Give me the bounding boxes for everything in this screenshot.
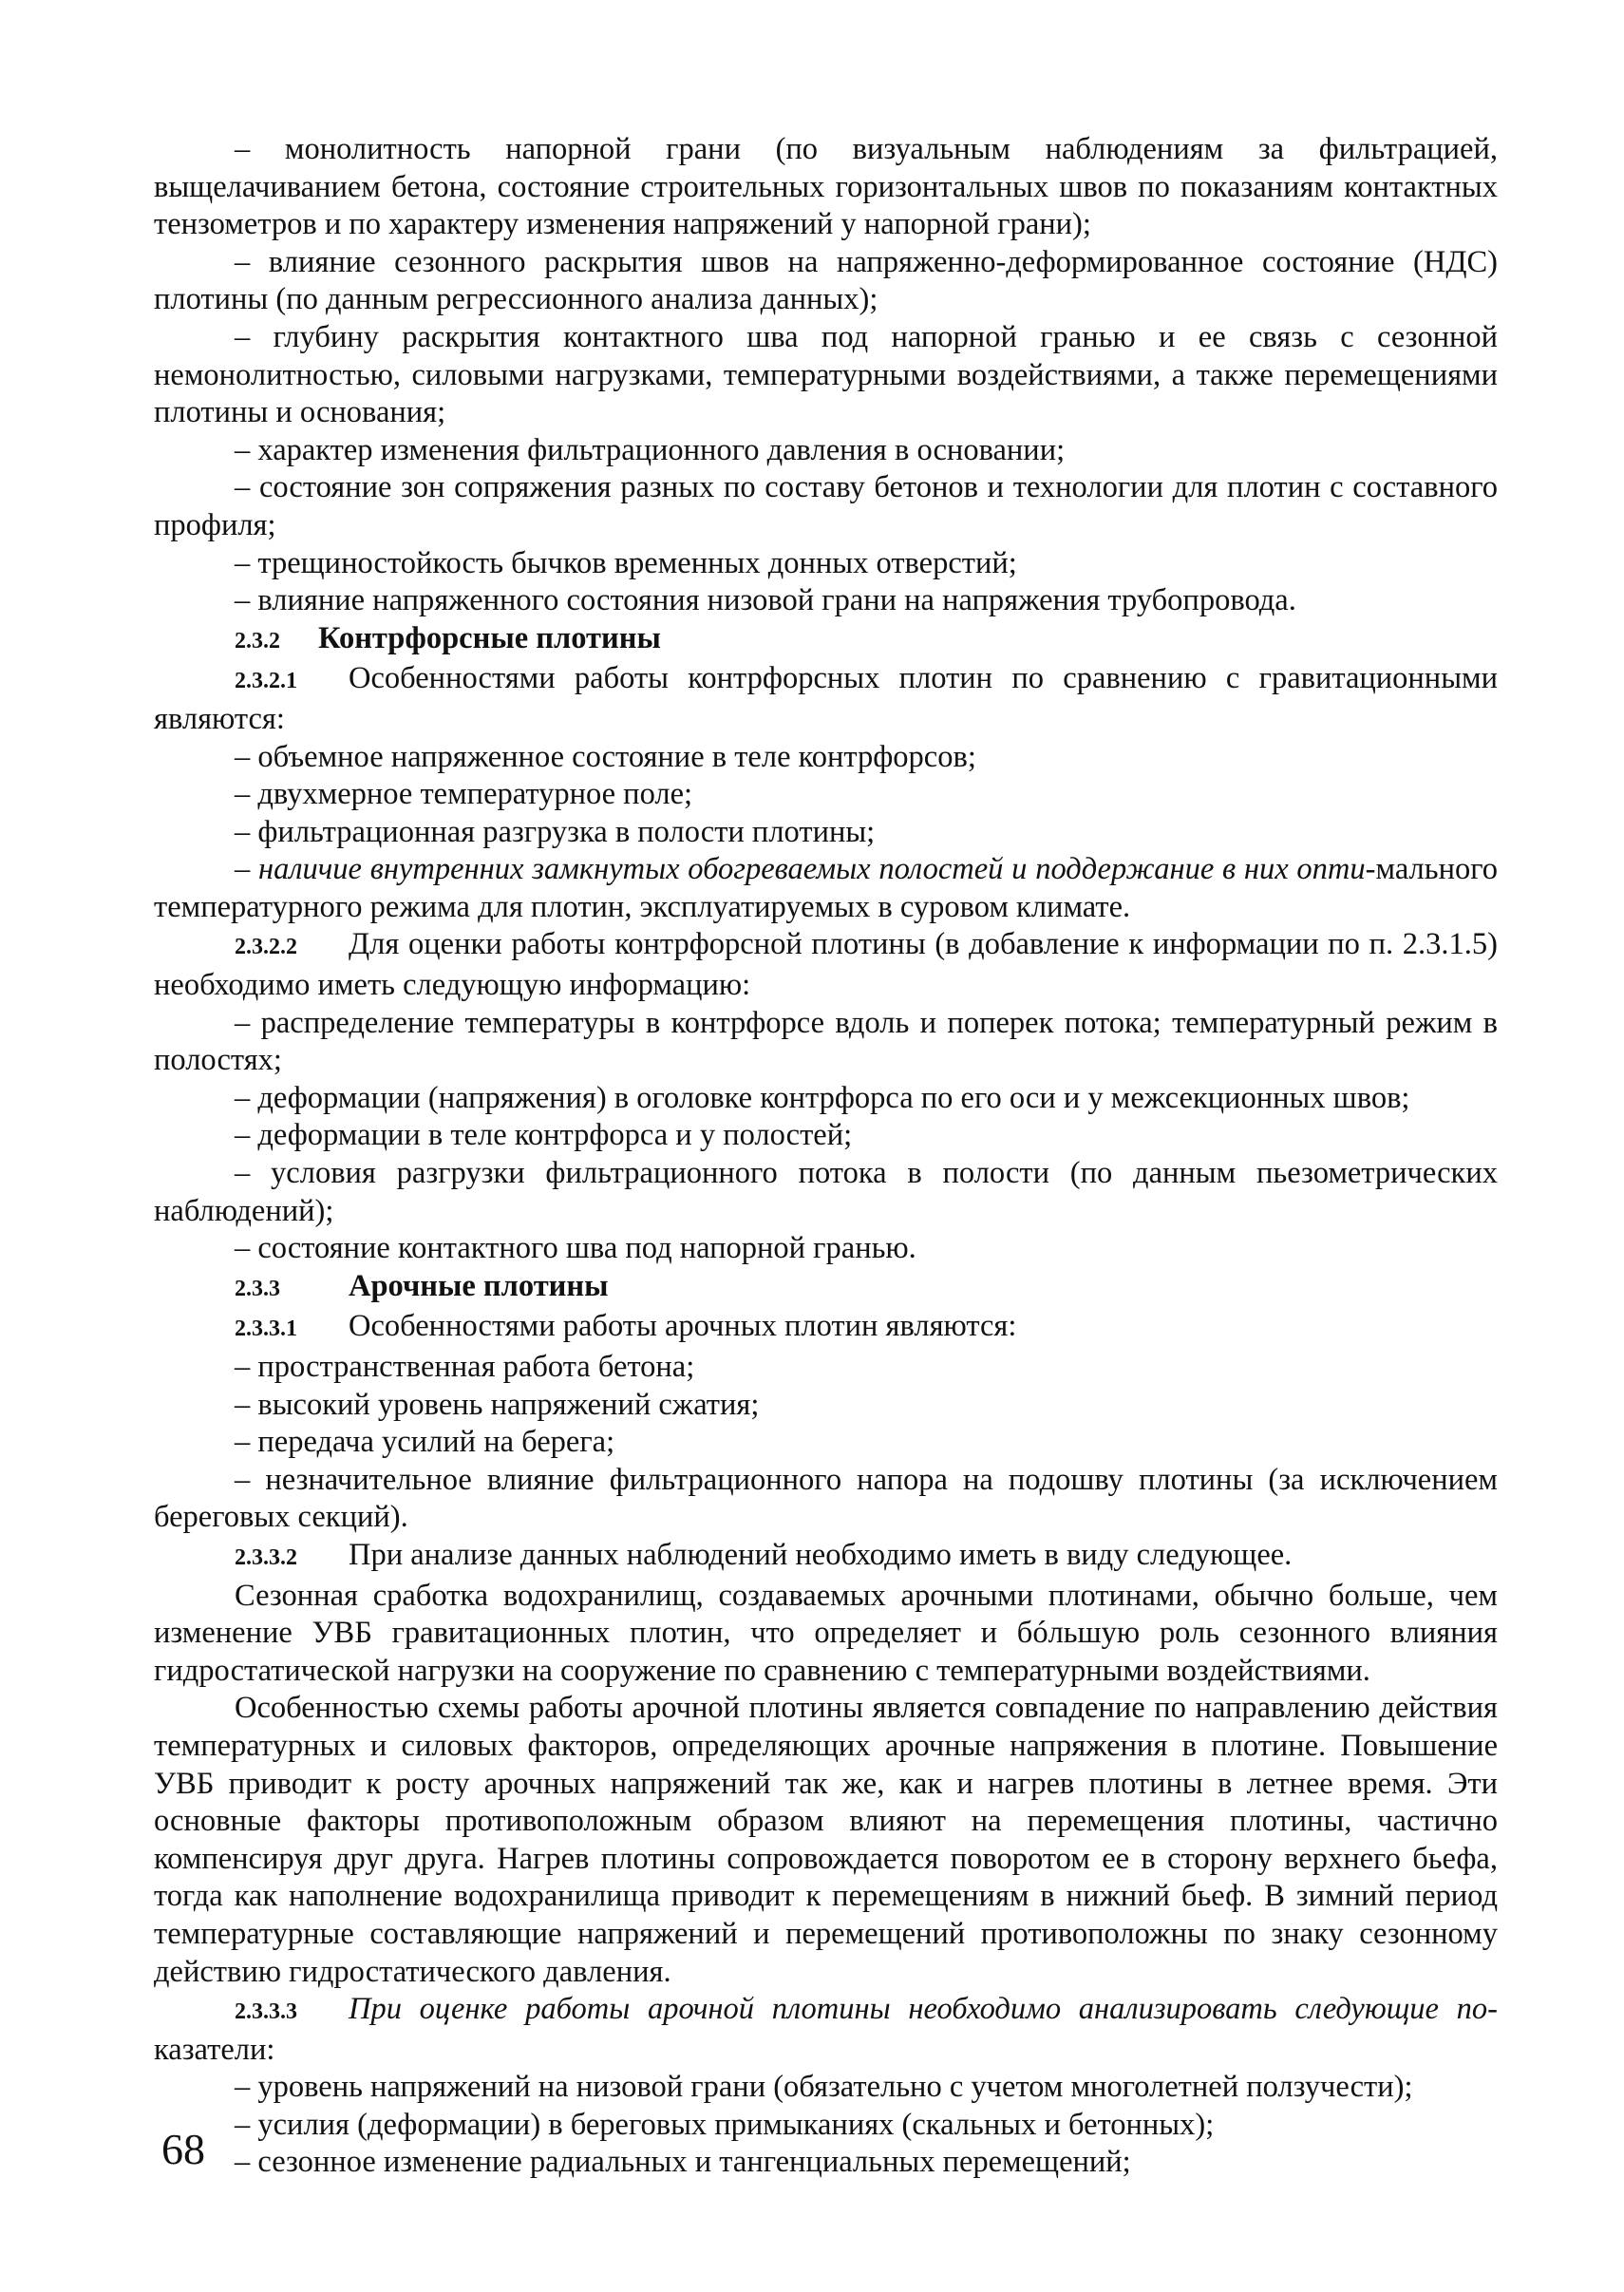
italic-text: При оценке работы арочной плотины необходимо анализировать следующие по- [349, 1992, 1498, 2027]
list-item: – состояние зон сопряжения разных по составу бетонов и технологии для плотин с составного профиля; [154, 470, 1498, 542]
paragraph-text: При анализе данных наблюдений необходимо иметь в виду следующее. [349, 1537, 1293, 1572]
paragraph-number: 2.3.3.2 [235, 1544, 297, 1570]
list-item: – незначительное влияние фильтрационного напора на подошву плотины (за исключением береговых секций). [154, 1462, 1498, 1535]
list-item: – распределение температуры в контрфорсе вдоль и поперек потока; температурный режим в полостях; [154, 1005, 1498, 1078]
italic-text: – наличие внутренних замкнутых обогреваемых полостей и поддержание в них опти- [235, 852, 1376, 887]
paragraph: Особенностью схемы работы арочной плотины является совпадение по направлению действия температурных и силовых факторов, определяющих арочные напряжения в плотине. Повышение УВБ приводит к росту арочных напряжений так же, как и нагрев плотины в летнее время. Эти основные факторы противоположным образом влияют на перемещения плотины, частично компенсируя друг друга. Нагрев плотины сопровождается поворотом ее в сторону верхнего бьефа, тогда как наполнение водохранилища приводит к перемещениям в нижний бьеф. В зимний период температурные составляющие напряжений и перемещений противоположны по знаку сезонному действию гидростатического давления. [154, 1691, 1498, 1989]
list-item: – уровень напряжений на низовой грани (обязательно с учетом многолетней ползучести); [235, 2070, 1413, 2105]
list-item: – двухмерное температурное поле; [235, 777, 693, 812]
page-number: 68 [161, 2125, 205, 2173]
list-item: – пространственная работа бетона; [235, 1350, 695, 1384]
paragraph-2-3-3-3 [154, 1991, 1498, 2069]
list-item: – монолитность напорной грани (по визуальным наблюдениям за фильтрацией, выщелачиванием бетона, состояние строительных горизонтальных швов по показаниям контактных тензометров и по характеру изменения напряжений у напорной грани); [154, 132, 1498, 242]
list-item: – трещиностойкость бычков временных донных отверстий; [235, 545, 1017, 580]
list-item: – условия разгрузки фильтрационного потока в полости (по данным пьезометрических наблюдений); [154, 1156, 1498, 1228]
section-title: Контрфорсные плотины [318, 620, 661, 655]
section-heading-2-3-3 [154, 1268, 1498, 1309]
paragraph-2-3-3-2 [154, 1537, 1498, 1578]
list-item: – высокий уровень напряжений сжатия; [235, 1387, 760, 1422]
list-item: – передача усилий на берега; [235, 1425, 615, 1460]
paragraph-2-3-2-1 [154, 660, 1498, 738]
list-item: – влияние напряженного состояния низовой грани на напряжения трубопровода. [235, 583, 1296, 618]
list-item: – деформации в теле контрфорса и у полостей; [235, 1118, 853, 1153]
paragraph-number: 2.3.2.1 [235, 669, 297, 694]
section-title: Арочные плотины [349, 1268, 609, 1303]
list-item-rest: мального температурного режима для плотин, эксплуатируемых в суровом климате. [154, 852, 1498, 924]
paragraph-number: 2.3.2.2 [235, 935, 297, 960]
list-item: – фильтрационная разгрузка в полости плотины; [235, 814, 876, 849]
list-item: – глубину раскрытия контактного шва под напорной гранью и ее связь с сезонной немонолитностью, силовыми нагрузками, температурными воздействиями, а также перемещениями плотины и основания; [154, 319, 1498, 430]
list-item: – объемное напряженное состояние в теле контрфорсов; [235, 739, 976, 774]
paragraph-text: Особенностями работы арочных плотин являются: [349, 1309, 1017, 1344]
paragraph-text-rest: казатели: [154, 2032, 275, 2067]
document-page [154, 131, 1498, 2202]
paragraph-2-3-2-2 [154, 926, 1498, 1004]
paragraph-number: 2.3.3.3 [235, 1999, 297, 2025]
section-number: 2.3.3 [235, 1276, 280, 1301]
list-item: – состояние контактного шва под напорной гранью. [235, 1231, 916, 1266]
list-item: – деформации (напряжения) в оголовке контрфорса по его оси и у межсекционных швов; [235, 1080, 1410, 1115]
list-item: – усилия (деформации) в береговых примыканиях (скальных и бетонных); [235, 2107, 1215, 2142]
section-number: 2.3.2 [235, 628, 280, 654]
list-item: – характер изменения фильтрационного давления в основании; [235, 432, 1066, 467]
paragraph-text: Для оценки работы контрфорсной плотины (в добавление к информации по п. 2.3.1.5) необходимо иметь следующую информацию: [154, 927, 1498, 1003]
paragraph-number: 2.3.3.1 [235, 1316, 297, 1342]
section-heading-2-3-2 [154, 620, 1498, 661]
list-item: – влияние сезонного раскрытия швов на напряженно-деформированное состояние (НДС) плотины (по данным регрессионного анализа данных); [154, 244, 1498, 317]
paragraph: Сезонная сработка водохранилищ, создаваемых арочными плотинами, обычно больше, чем изменение УВБ гравитационных плотин, что определяет и бóльшую роль сезонного влияния гидростатической нагрузки на сооружение по сравнению с температурными воздействиями. [154, 1578, 1498, 1688]
paragraph-2-3-3-1 [154, 1308, 1498, 1349]
list-item: – сезонное изменение радиальных и тангенциальных перемещений; [235, 2145, 1131, 2180]
list-item [154, 851, 1498, 926]
paragraph-text: Особенностями работы контрфорсных плотин по сравнению с гравитационными являются: [154, 661, 1498, 736]
